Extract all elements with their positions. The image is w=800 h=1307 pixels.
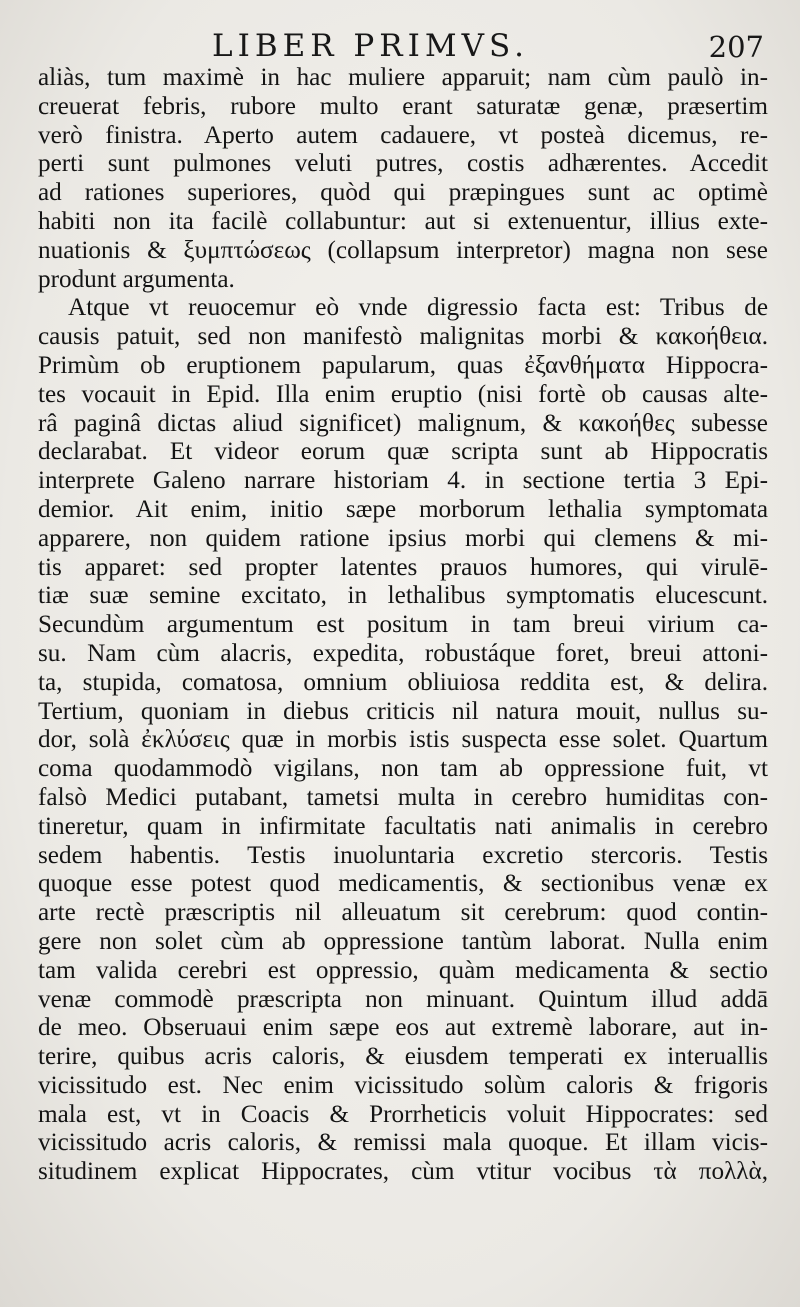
text-line: mala est, vt in Coacis & Prorrheticis voluit Hippocrates: sed bbox=[38, 1100, 768, 1128]
text-line: venæ commodè præscripta non minuant. Quintum illud addā bbox=[38, 985, 768, 1013]
text-line: falsò Medici putabant, tametsi multa in cerebro humiditas con- bbox=[38, 783, 768, 811]
text-line: tiæ suæ semine excitato, in lethalibus symptomatis elucescunt. bbox=[38, 582, 768, 610]
text-line: coma quodammodò vigilans, non tam ab oppressione fuit, vt bbox=[38, 755, 768, 783]
text-line: demior. Ait enim, initio sæpe morborum lethalia symptomata bbox=[38, 495, 768, 523]
text-line: causis patuit, sed non manifestò malignitas morbi & κακοήθεια. bbox=[38, 323, 768, 351]
text-line: verò finistra. Aperto autem cadauere, vt posteà dicemus, re- bbox=[38, 121, 768, 149]
text-line: arte rectè præscriptis nil alleuatum sit cerebrum: quod contin- bbox=[38, 899, 768, 927]
text-line: tam valida cerebri est oppressio, quàm medicamenta & sectio bbox=[38, 956, 768, 984]
text-line: aliàs, tum maximè in hac muliere apparuit; nam cùm paulò in- bbox=[38, 64, 768, 91]
text-line: dor, solà ἐκλύσεις quæ in morbis istis suspecta esse solet. Quartum bbox=[38, 726, 768, 754]
text-line: ad rationes superiores, quòd qui præpingues sunt ac optimè bbox=[38, 179, 768, 207]
text-line: situdinem explicat Hippocrates, cùm vtitur vocibus τὰ πολλὰ, bbox=[38, 1158, 768, 1186]
text-line: Tertium, quoniam in diebus criticis nil natura mouit, nullus su- bbox=[38, 697, 768, 725]
text-line: vicissitudo acris caloris, & remissi mala quoque. Et illam vicis- bbox=[38, 1129, 768, 1157]
text-line: râ paginâ dictas aliud significet) malignum, & κακοήθες subesse bbox=[38, 409, 768, 437]
text-line: produnt argumenta. bbox=[38, 265, 235, 293]
text-line: ta, stupida, comatosa, omnium obliuiosa reddita est, & delira. bbox=[38, 668, 768, 696]
text-line: apparere, non quidem ratione ipsius morbi qui clemens & mi- bbox=[38, 524, 768, 552]
page-number: 207 bbox=[708, 30, 764, 64]
text-line: creuerat febris, rubore multo erant saturatæ genæ, præsertim bbox=[38, 92, 768, 120]
text-line: gere non solet cùm ab oppressione tantùm laborat. Nulla enim bbox=[38, 927, 768, 955]
text-line: sedem habentis. Testis inuoluntaria excretio stercoris. Testis bbox=[38, 841, 768, 869]
text-line: Atque vt reuocemur eò vnde digressio facta est: Tribus de bbox=[68, 294, 768, 322]
text-line: tineretur, quam in infirmitate facultatis nati animalis in cerebro bbox=[38, 812, 768, 840]
text-line: Secundùm argumentum est positum in tam breui virium ca- bbox=[38, 611, 768, 639]
text-line: su. Nam cùm alacris, expedita, robustáque foret, breui attoni- bbox=[38, 639, 768, 667]
text-line: tes vocauit in Epid. Illa enim eruptio (nisi fortè ob causas alte- bbox=[38, 380, 768, 408]
paragraph bbox=[38, 294, 768, 1187]
body-text bbox=[38, 64, 768, 1187]
paragraph bbox=[38, 64, 768, 294]
text-line: habiti non ita facilè collabuntur: aut si extenuentur, illius exte- bbox=[38, 207, 768, 235]
text-line: Primùm ob eruptionem papularum, quas ἐξανθήματα Hippocra- bbox=[38, 351, 768, 379]
text-line: nuationis & ξυμπτώσεως (collapsum interpretor) magna non sese bbox=[38, 236, 768, 264]
text-line: vicissitudo est. Nec enim vicissitudo solùm caloris & frigoris bbox=[38, 1071, 768, 1099]
text-line: perti sunt pulmones veluti putres, costis adhærentes. Accedit bbox=[38, 150, 768, 178]
running-head: LIBER PRIMVS. bbox=[212, 28, 529, 64]
text-line: declarabat. Et videor eorum quæ scripta sunt ab Hippocratis bbox=[38, 438, 768, 466]
text-line: interprete Galeno narrare historiam 4. in sectione tertia 3 Epi- bbox=[38, 467, 768, 495]
text-line: terire, quibus acris caloris, & eiusdem temperati ex interuallis bbox=[38, 1043, 768, 1071]
page-header bbox=[0, 22, 800, 68]
text-line: de meo. Obseruaui enim sæpe eos aut extremè laborare, aut in- bbox=[38, 1014, 768, 1042]
text-line: quoque esse potest quod medicamentis, & sectionibus venæ ex bbox=[38, 870, 768, 898]
text-line: tis apparet: sed propter latentes prauos humores, qui virulē- bbox=[38, 553, 768, 581]
